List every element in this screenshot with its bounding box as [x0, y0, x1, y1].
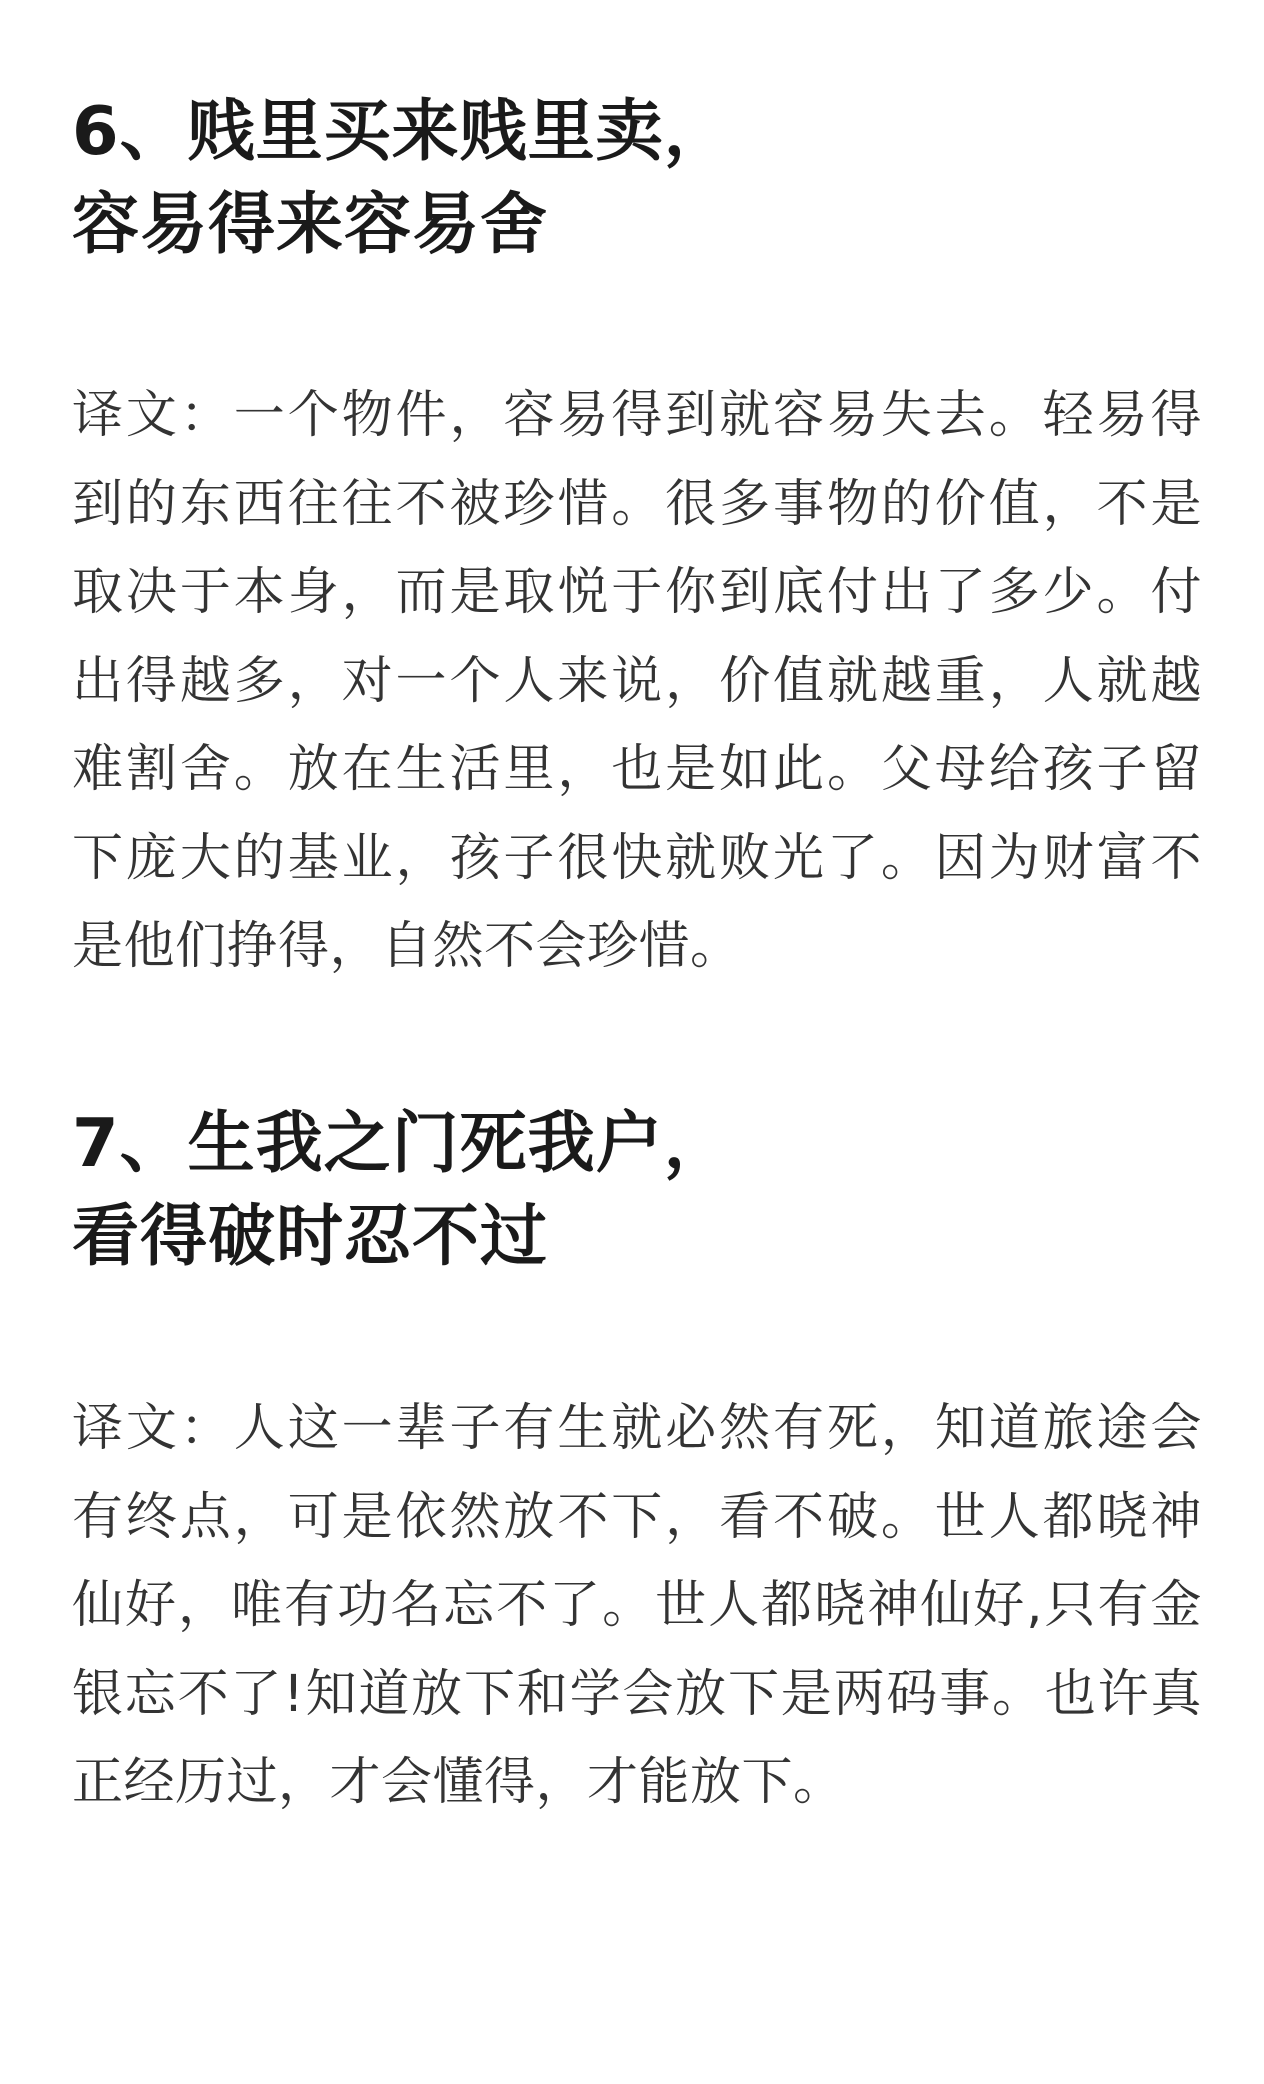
- section-7-heading-line-1: 7、生我之门死我户，: [72, 1104, 732, 1182]
- section-7-translation: 译文：人这一辈子有生就必然有死，知道旅途会有终点，可是依然放不下，看不破。世人都晓神仙好，唯有功名忘不了。世人都晓神仙好,只有金银忘不了!知道放下和学会放下是两码事。也许真正经历过，才会懂得，才能放下。: [72, 1399, 1202, 1812]
- section-7-heading-line-2: 看得破时忍不过: [72, 1197, 548, 1275]
- section-6-heading-line-2: 容易得来容易舍: [72, 185, 548, 263]
- section-7-heading: [72, 1097, 1202, 1283]
- section-6-heading: [72, 85, 1202, 271]
- section-6-heading-line-1: 6、贱里买来贱里卖，: [72, 92, 732, 170]
- section-6-translation: 译文：一个物件，容易得到就容易失去。轻易得到的东西往往不被珍惜。很多事物的价值，不是取决于本身，而是取悦于你到底付出了多少。付出得越多，对一个人来说，价值就越重，人就越难割舍。放在生活里，也是如此。父母给孩子留下庞大的基业，孩子很快就败光了。因为财富不是他们挣得，自然不会珍惜。: [72, 386, 1202, 976]
